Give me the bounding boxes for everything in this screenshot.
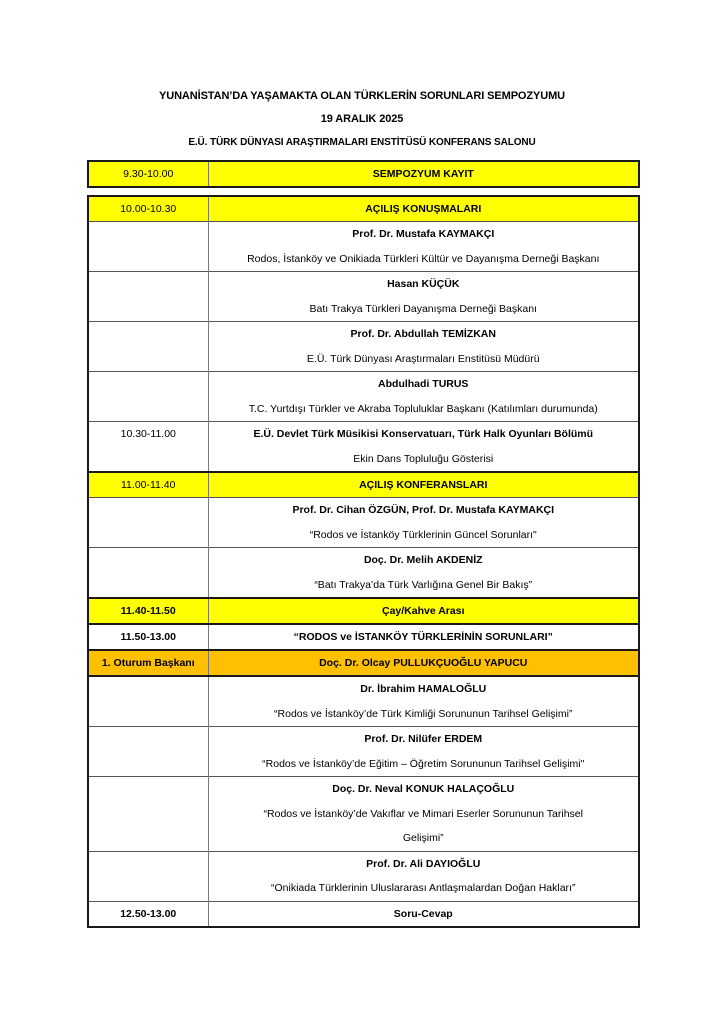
conference-talk-row [88, 498, 639, 548]
opening-time: 10.00-10.30 [88, 196, 208, 222]
conferences-header-row [88, 472, 639, 498]
performance-row [88, 422, 639, 473]
empty-time-cell [88, 548, 208, 599]
talk-speaker: Prof. Dr. Ali DAYIOĞLU [366, 857, 481, 870]
registration-table [87, 160, 640, 188]
speaker-role: Rodos, İstanköy ve Onikiada Türkleri Kültür ve Dayanışma Derneği Başkanı [247, 252, 600, 265]
talk-topic: “Batı Trakya’da Türk Varlığına Genel Bir Bakış” [314, 578, 533, 591]
session-talk-row [88, 727, 639, 777]
opening-speaker-row [88, 322, 639, 372]
session-chair-name: Doç. Dr. Olcay PULLUKÇUOĞLU YAPUCU [208, 650, 639, 676]
speaker-name: Prof. Dr. Mustafa KAYMAKÇI [352, 228, 495, 240]
performance-title: E.Ü. Devlet Türk Müsikisi Konservatuarı, Türk Halk Oyunları Bölümü [253, 428, 594, 440]
break-title: Çay/Kahve Arası [208, 598, 639, 624]
registration-time: 9.30-10.00 [88, 161, 208, 187]
talk-speaker: Dr. İbrahim HAMALOĞLU [360, 683, 487, 695]
talk-topic: “Rodos ve İstanköy Türklerinin Güncel Sorunları" [309, 528, 537, 541]
empty-time-cell [88, 272, 208, 322]
talk-speaker: Prof. Dr. Cihan ÖZGÜN, Prof. Dr. Mustafa KAYMAKÇI [292, 504, 555, 516]
empty-time-cell [88, 498, 208, 548]
talk-topic: “Rodos ve İstanköy’de Eğitim – Öğretim Sorununun Tarihsel Gelişimi" [262, 757, 585, 770]
performance-subtitle: Ekin Dans Topluluğu Gösterisi [353, 452, 494, 465]
talk-topic: “Rodos ve İstanköy’de Türk Kimliği Sorununun Tarihsel Gelişimi” [274, 707, 573, 720]
symposium-title: YUNANİSTAN’DA YAŞAMAKTA OLAN TÜRKLERİN SORUNLARI SEMPOZYUMU [159, 90, 565, 102]
registration-title: SEMPOZYUM KAYIT [208, 161, 639, 187]
opening-speaker-row [88, 372, 639, 422]
session-talk-row [88, 676, 639, 727]
speaker-name: Prof. Dr. Abdullah TEMİZKAN [350, 328, 496, 340]
session-title: “RODOS ve İSTANKÖY TÜRKLERİNİN SORUNLARI” [208, 624, 639, 650]
empty-time-cell [88, 372, 208, 422]
empty-time-cell [88, 222, 208, 272]
talk-speaker: Doç. Dr. Neval KONUK HALAÇOĞLU [332, 783, 515, 795]
qa-title: Soru-Cevap [208, 901, 639, 927]
opening-speaker-row [88, 222, 639, 272]
break-time: 11.40-11.50 [88, 598, 208, 624]
opening-title: AÇILIŞ KONUŞMALARI [208, 196, 639, 222]
speaker-name: Hasan KÜÇÜK [387, 278, 460, 290]
symposium-venue: E.Ü. TÜRK DÜNYASI ARAŞTIRMALARI ENSTİTÜSÜ KONFERANS SALONU [188, 137, 536, 148]
performance-time: 10.30-11.00 [88, 422, 208, 473]
break-row [88, 598, 639, 624]
session-time: 11.50-13.00 [88, 624, 208, 650]
talk-topic: “Onikiada Türklerinin Uluslararası Antlaşmalardan Doğan Hakları” [271, 882, 576, 894]
conference-talk-row [88, 548, 639, 599]
session-chair-row [88, 650, 639, 676]
speaker-role: T.C. Yurtdışı Türkler ve Akraba Topluluklar Başkanı (Katılımları durumunda) [248, 402, 598, 415]
empty-time-cell [88, 851, 208, 901]
empty-time-cell [88, 727, 208, 777]
talk-topic: “Rodos ve İstanköy’de Vakıflar ve Mimari Eserler Sorununun Tarihsel [263, 807, 583, 820]
opening-speaker-row [88, 272, 639, 322]
conferences-title: AÇILIŞ KONFERANSLARI [208, 472, 639, 498]
talk-speaker: Prof. Dr. Nilüfer ERDEM [364, 733, 483, 745]
speaker-role: Batı Trakya Türkleri Dayanışma Derneği Başkanı [309, 302, 537, 315]
opening-header-row [88, 196, 639, 222]
session-header-row [88, 624, 639, 650]
empty-time-cell [88, 676, 208, 727]
speaker-name: Abdulhadi TURUS [378, 378, 469, 390]
talk-topic-continued: Gelişimi” [402, 832, 444, 844]
symposium-date: 19 ARALIK 2025 [320, 113, 404, 125]
session-talk-row [88, 851, 639, 901]
program-table [87, 195, 640, 928]
qa-time: 12.50-13.00 [88, 901, 208, 927]
empty-time-cell [88, 322, 208, 372]
conferences-time: 11.00-11.40 [88, 472, 208, 498]
registration-row [88, 161, 639, 187]
empty-time-cell [88, 777, 208, 852]
speaker-role: E.Ü. Türk Dünyası Araştırmaları Enstitüsü Müdürü [306, 352, 540, 365]
session-chair-label: 1. Oturum Başkanı [88, 650, 208, 676]
qa-row [88, 901, 639, 927]
session-talk-row [88, 777, 639, 852]
talk-speaker: Doç. Dr. Melih AKDENİZ [363, 554, 483, 566]
